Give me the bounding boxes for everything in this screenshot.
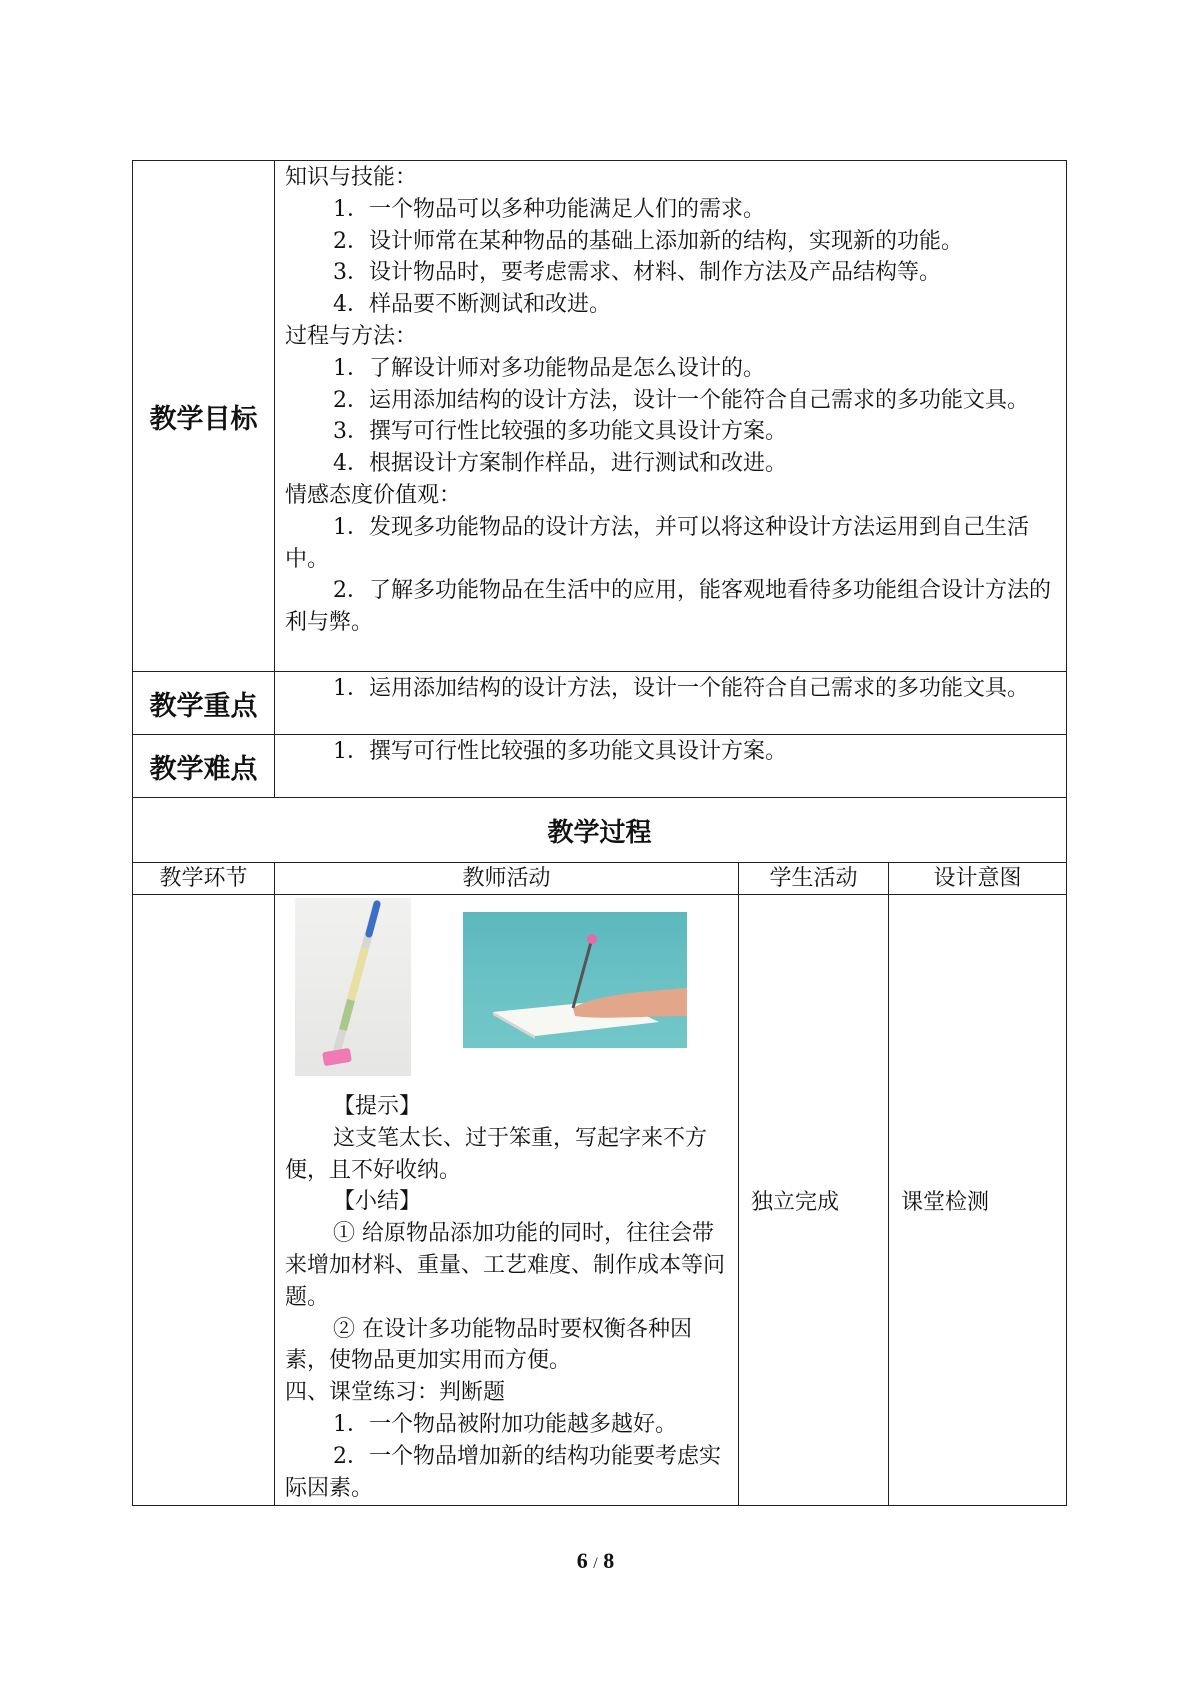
- practice-item: 1．一个物品被附加功能越多越好。: [333, 1411, 677, 1437]
- process-item: 4．根据设计方案制作样品，进行测试和改进。: [333, 451, 787, 477]
- page-current: 6: [576, 1548, 588, 1573]
- header-intent: 设计意图: [889, 863, 1067, 895]
- objectives-label: 教学目标: [133, 161, 275, 672]
- difficulty-text: 1．撰写可行性比较强的多功能文具设计方案。: [333, 739, 787, 764]
- summary-item: ① 给原物品添加功能的同时，往往会带来增加材料、重量、工艺难度、制作成本等问题。: [285, 1221, 726, 1310]
- emotion-item: 2．了解多功能物品在生活中的应用，能客观地看待多功能组合设计方法的利与弊。: [285, 578, 1051, 636]
- hint-text: 这支笔太长、过于笨重，写起字来不方便，且不好收纳。: [285, 1125, 708, 1183]
- lesson-plan-table: [132, 160, 1066, 1506]
- process-item: 3．撰写可行性比较强的多功能文具设计方案。: [333, 419, 787, 445]
- knowledge-item: 2．设计师常在某种物品的基础上添加新的结构，实现新的功能。: [333, 228, 963, 254]
- process-title: 过程与方法：: [285, 323, 418, 349]
- key-point-text: 1．运用添加结构的设计方法，设计一个能符合自己需求的多功能文具。: [333, 676, 1029, 701]
- process-item: 2．运用添加结构的设计方法，设计一个能符合自己需求的多功能文具。: [333, 387, 1029, 413]
- stage-cell: [133, 895, 275, 1506]
- design-intent-cell: 课堂检测: [889, 895, 1067, 1506]
- activity-row: [133, 895, 1067, 1506]
- header-teacher: 教师活动: [275, 863, 739, 895]
- practice-title: 四、课堂练习：判断题: [285, 1380, 506, 1406]
- long-pen-photo: [295, 898, 411, 1076]
- header-row: [133, 863, 1067, 895]
- hint-title: 【提示】: [333, 1094, 422, 1119]
- knowledge-item: 1．一个物品可以多种功能满足人们的需求。: [333, 196, 765, 222]
- knowledge-item: 3．设计物品时，要考虑需求、材料、制作方法及产品结构等。: [333, 260, 941, 286]
- key-point-row: [133, 672, 1067, 735]
- page-total: 8: [603, 1548, 615, 1573]
- summary-title: 【小结】: [333, 1189, 422, 1215]
- page-separator: /: [593, 1555, 598, 1572]
- key-point-content: [275, 672, 1067, 735]
- difficulty-row: [133, 735, 1067, 798]
- page-number: [0, 1548, 1191, 1574]
- emotion-item: 1．发现多功能物品的设计方法，并可以将这种设计方法运用到自己生活中。: [285, 514, 1029, 572]
- knowledge-title: 知识与技能：: [285, 165, 418, 190]
- objectives-row: [133, 161, 1067, 672]
- emotion-title: 情感态度价值观：: [285, 482, 462, 508]
- header-stage: 教学环节: [133, 863, 275, 895]
- student-activity-cell: 独立完成: [739, 895, 889, 1506]
- writing-hand-photo: [463, 912, 687, 1048]
- difficulty-content: [275, 735, 1067, 798]
- practice-item: 2．一个物品增加新的结构功能要考虑实际因素。: [285, 1443, 721, 1501]
- key-point-label: 教学重点: [133, 672, 275, 735]
- summary-item: ② 在设计多功能物品时要权衡各种因素，使物品更加实用而方便。: [285, 1316, 692, 1374]
- pen-photos: [285, 896, 728, 1091]
- teacher-activity-cell: [275, 895, 739, 1506]
- process-title-row: [133, 798, 1067, 863]
- difficulty-label: 教学难点: [133, 735, 275, 798]
- process-item: 1．了解设计师对多功能物品是怎么设计的。: [333, 355, 765, 381]
- objectives-content: [275, 161, 1067, 672]
- knowledge-item: 4．样品要不断测试和改进。: [333, 292, 611, 318]
- section-title: 教学过程: [133, 798, 1067, 863]
- header-student: 学生活动: [739, 863, 889, 895]
